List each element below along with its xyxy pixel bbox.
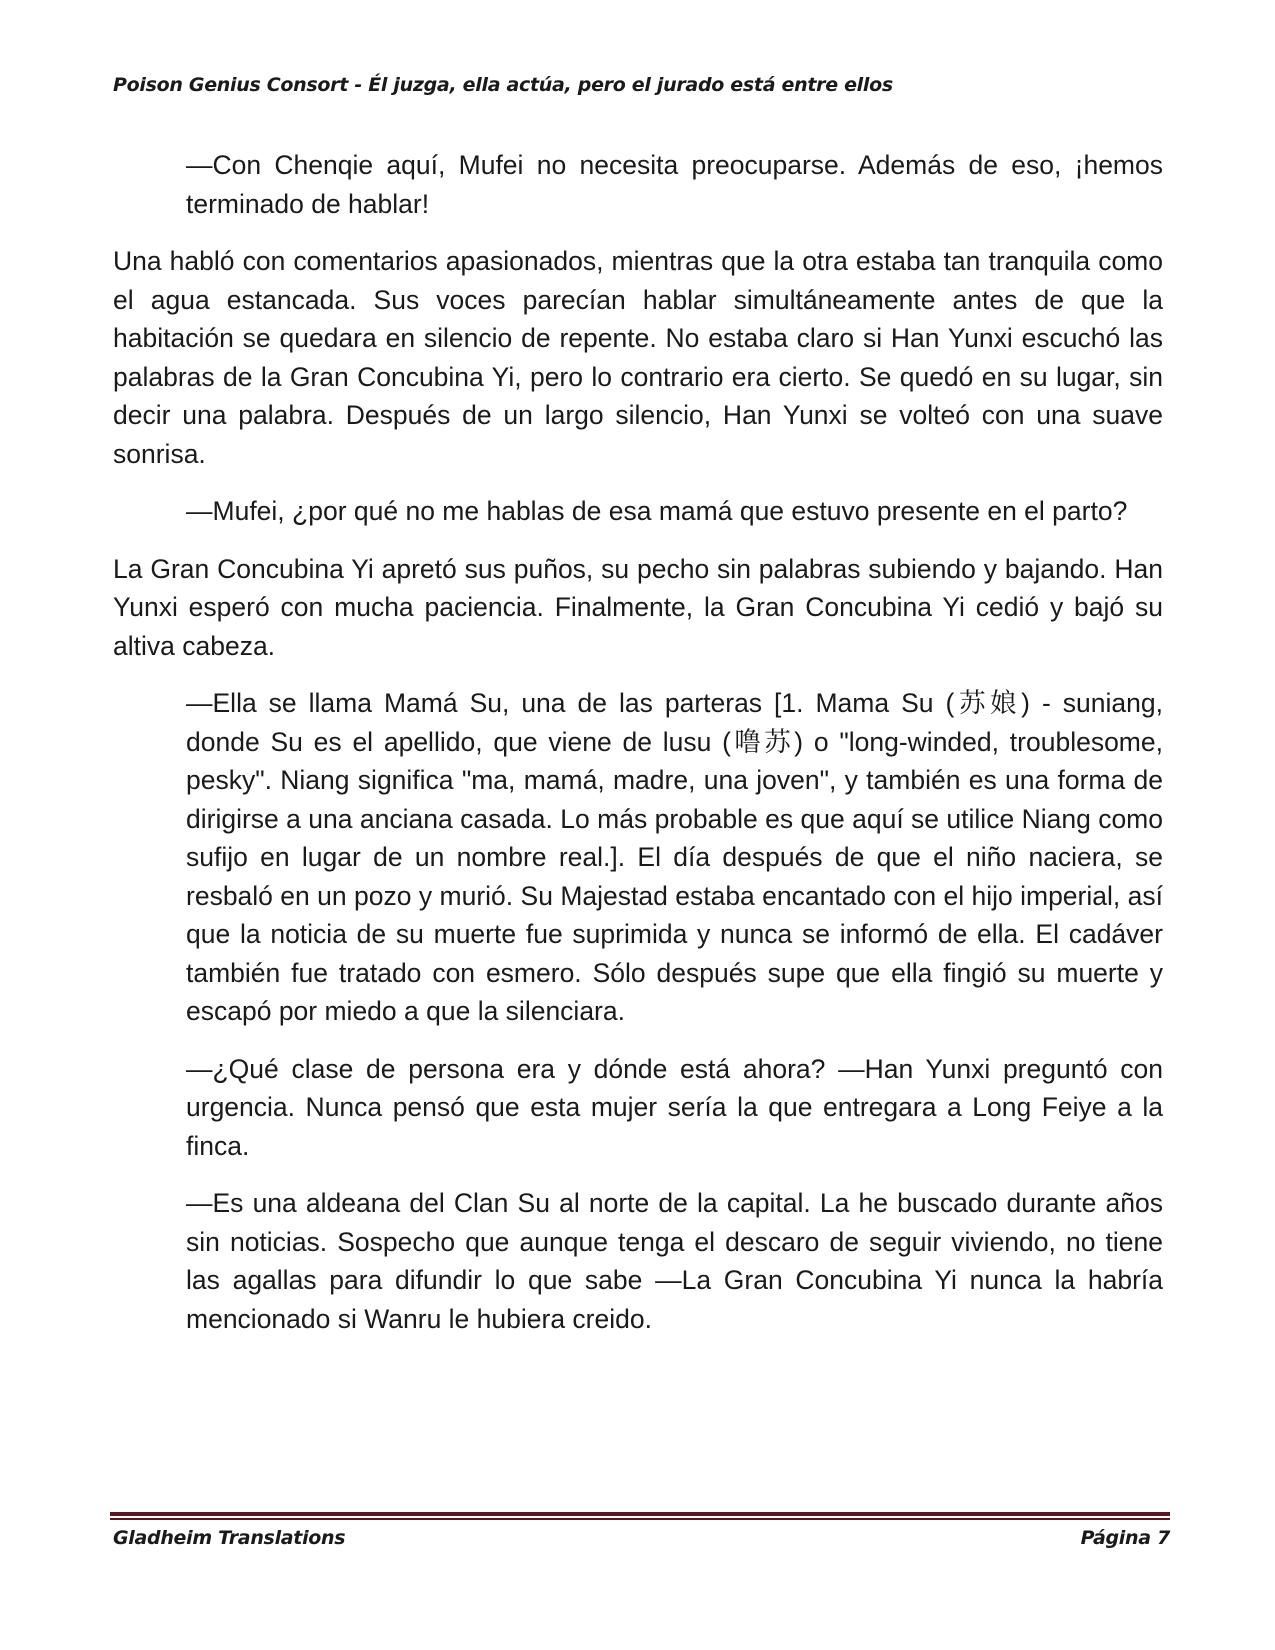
- dialog-paragraph: —¿Qué clase de persona era y dónde está ahora? —Han Yunxi preguntó con urgencia. Nunca pensó que esta mujer sería la que entregara a Long Feiye a la finca.: [186, 1053, 1163, 1161]
- dialog-paragraph: —Con Chenqie aquí, Mufei no necesita preocuparse. Además de eso, ¡hemos terminado de hablar!: [186, 150, 1163, 219]
- page-header-title: Poison Genius Consort - Él juzga, ella actúa, pero el jurado está entre ellos: [113, 74, 893, 96]
- dialog-paragraph: —Ella se llama Mamá Su, una de las parteras [1. Mama Su (苏娘) - suniang, donde Su es el apellido, que viene de lusu (噜苏) o "long-winded, troublesome, pesky". Niang significa "ma, mamá, madre, una joven", y también es una forma de dirigirse a una anciana casada. Lo más probable es que aquí se utilice Niang como sufijo en lugar de un nombre real.]. El día después de que el niño naciera, se resbaló en un pozo y murió. Su Majestad estaba encantado con el hijo imperial, así que la noticia de su muerte fue suprimida y nunca se informó de ella. El cadáver también fue tratado con esmero. Sólo después supe que ella fingió su muerte y escapó por miedo a que la silenciara.: [186, 688, 1163, 1026]
- narration-paragraph: La Gran Concubina Yi apretó sus puños, su pecho sin palabras subiendo y bajando. Han Yunxi esperó con mucha paciencia. Finalmente, la Gran Concubina Yi cedió y bajó su altiva cabeza.: [113, 553, 1163, 661]
- footer-publisher: Gladheim Translations: [113, 1527, 346, 1549]
- dialog-paragraph: —Mufei, ¿por qué no me hablas de esa mamá que estuvo presente en el parto?: [186, 496, 1128, 526]
- footer-divider-thick: [110, 1512, 1170, 1516]
- dialog-paragraph: —Es una aldeana del Clan Su al norte de la capital. La he buscado durante años sin noticias. Sospecho que aunque tenga el descaro de seguir viviendo, no tiene las agallas para difundir lo que sabe —La Gran Concubina Yi nunca la habría mencionado si Wanru le hubiera creido.: [186, 1188, 1163, 1334]
- footer-divider: [110, 1512, 1170, 1520]
- narration-paragraph: Una habló con comentarios apasionados, mientras que la otra estaba tan tranquila como el agua estancada. Sus voces parecían hablar simultáneamente antes de que la habitación se quedara en silencio de repente. No estaba claro si Han Yunxi escuchó las palabras de la Gran Concubina Yi, pero lo contrario era cierto. Se quedó en su lugar, sin decir una palabra. Después de un largo silencio, Han Yunxi se volteó con una suave sonrisa.: [113, 246, 1163, 469]
- footer-divider-thin: [110, 1518, 1170, 1520]
- page-body: [113, 146, 1163, 1357]
- footer-page-number: Página 7: [1080, 1527, 1170, 1549]
